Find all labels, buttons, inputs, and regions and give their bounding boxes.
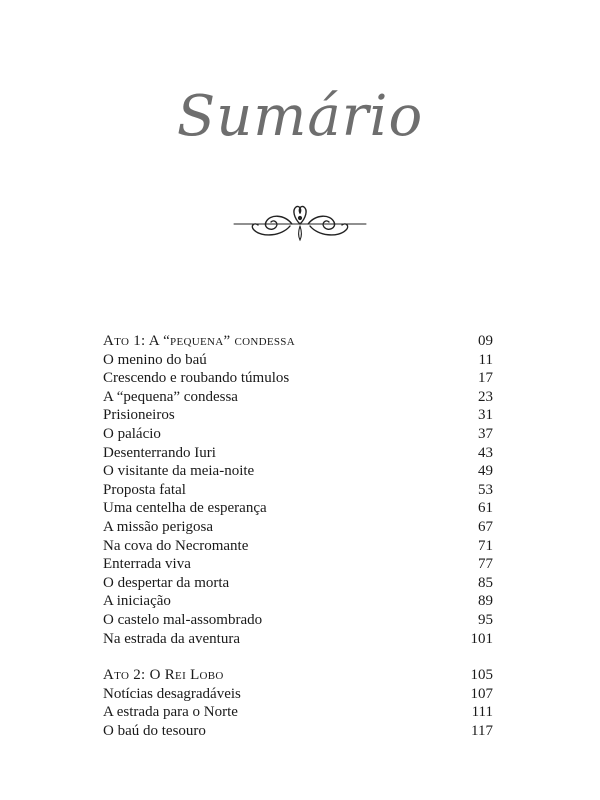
toc-page-number: 89 xyxy=(478,593,493,610)
toc-entry-title: O despertar da morta xyxy=(103,574,230,591)
toc-page-number: 105 xyxy=(470,667,493,684)
toc-entry-title: Crescendo e roubando túmulos xyxy=(103,370,290,387)
toc-entry[interactable] xyxy=(103,722,493,741)
toc-section-act-1 xyxy=(103,332,493,648)
toc-page-number: 53 xyxy=(478,481,493,498)
flourish-ornament-icon xyxy=(232,200,368,244)
toc-entry-title: A iniciação xyxy=(103,593,171,610)
toc-section-act-2 xyxy=(103,666,493,740)
toc-act-heading[interactable] xyxy=(103,332,493,351)
toc-entry[interactable] xyxy=(103,611,493,630)
toc-page-number: 43 xyxy=(478,444,493,461)
toc-entry[interactable] xyxy=(103,574,493,593)
toc-entry[interactable] xyxy=(103,703,493,722)
toc-page-number: 17 xyxy=(478,370,493,387)
toc-entry-title: O castelo mal-assombrado xyxy=(103,611,263,628)
toc-entry[interactable] xyxy=(103,685,493,704)
toc-page-number: 09 xyxy=(478,333,493,349)
toc-page-number: 101 xyxy=(470,630,493,647)
table-of-contents xyxy=(103,332,493,758)
toc-entry-title: Uma centelha de esperança xyxy=(103,500,267,517)
toc-entry[interactable] xyxy=(103,406,493,425)
toc-page-number: 107 xyxy=(470,685,493,702)
toc-entry[interactable] xyxy=(103,444,493,463)
toc-entry-title: A missão perigosa xyxy=(103,518,213,535)
toc-page-number: 85 xyxy=(478,574,493,591)
toc-entry-title: Proposta fatal xyxy=(103,481,186,498)
toc-entry-title: Notícias desagradáveis xyxy=(103,685,241,702)
toc-page-number: 67 xyxy=(478,518,493,535)
toc-entry[interactable] xyxy=(103,388,493,407)
toc-page-number: 31 xyxy=(478,407,493,424)
toc-entry-title: O visitante da meia-noite xyxy=(103,463,255,480)
toc-entry-title: O baú do tesouro xyxy=(103,722,206,739)
page-title: Sumário xyxy=(176,84,424,149)
toc-entry-title: Enterrada viva xyxy=(103,556,191,573)
toc-entry[interactable] xyxy=(103,481,493,500)
toc-entry[interactable] xyxy=(103,499,493,518)
toc-entry-title: A estrada para o Norte xyxy=(103,704,238,721)
toc-page-number: 49 xyxy=(478,463,493,480)
toc-page-number: 61 xyxy=(478,500,493,517)
toc-entry-title: Desenterrando Iuri xyxy=(103,444,216,461)
toc-entry[interactable] xyxy=(103,462,493,481)
toc-entry[interactable] xyxy=(103,630,493,649)
toc-entry[interactable] xyxy=(103,351,493,370)
toc-entry-title: Prisioneiros xyxy=(103,407,175,424)
toc-page-number: 11 xyxy=(478,351,493,368)
toc-page-number: 37 xyxy=(478,425,493,442)
toc-page-number: 77 xyxy=(478,556,493,573)
toc-entry[interactable] xyxy=(103,537,493,556)
toc-entry-title: Na estrada da aventura xyxy=(103,630,241,647)
toc-entry-title: O menino do baú xyxy=(103,351,207,368)
toc-page-number: 117 xyxy=(471,722,493,739)
toc-entry[interactable] xyxy=(103,592,493,611)
toc-page-number: 71 xyxy=(478,537,493,554)
toc-entry[interactable] xyxy=(103,518,493,537)
toc-entry-title: Na cova do Necromante xyxy=(103,537,249,554)
toc-entry-title: A “pequena” condessa xyxy=(103,388,238,405)
toc-act-title: Ato 2: O Rei Lobo xyxy=(103,667,224,684)
toc-entry[interactable] xyxy=(103,425,493,444)
toc-entry-title: O palácio xyxy=(103,425,161,442)
toc-act-heading[interactable] xyxy=(103,666,493,685)
toc-entry[interactable] xyxy=(103,555,493,574)
toc-page-number: 95 xyxy=(478,611,493,628)
toc-page-number: 23 xyxy=(478,388,493,405)
toc-act-title: Ato 1: A “pequena” condessa xyxy=(103,333,295,349)
toc-entry[interactable] xyxy=(103,369,493,388)
toc-page-number: 111 xyxy=(471,704,493,721)
